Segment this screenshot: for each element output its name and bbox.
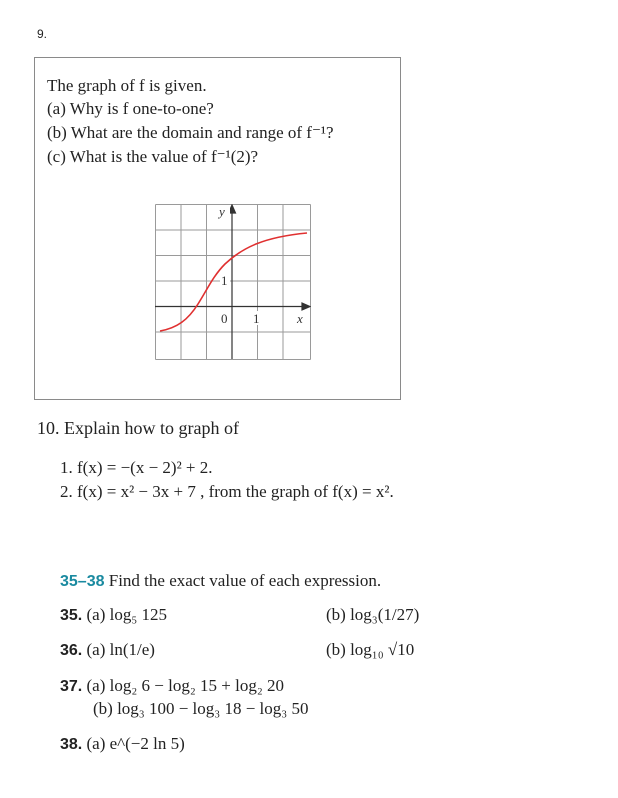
problem-38-a: (a) e^(−2 ln 5) bbox=[86, 734, 185, 753]
origin-label: 0 bbox=[221, 311, 228, 326]
y-tick-label: 1 bbox=[221, 273, 228, 288]
problem-35 bbox=[60, 605, 167, 625]
problem-37-b: (b) log₃ 100 − log₃ 18 − log₃ 50 bbox=[93, 699, 309, 718]
question-10-heading: 10. Explain how to graph of bbox=[37, 418, 239, 438]
problem-35-b: (b) log₃(1/27) bbox=[326, 605, 420, 624]
question-10-item-2: 2. f(x) = x² − 3x + 7 , from the graph of f(x) = x². bbox=[60, 482, 394, 501]
section-instruction: Find the exact value of each expression. bbox=[108, 571, 382, 590]
problem-box bbox=[34, 57, 401, 400]
section-range: 35–38 bbox=[60, 573, 105, 590]
x-axis-arrow-icon bbox=[302, 303, 310, 310]
problem-line-3: (b) What are the domain and range of f⁻¹? bbox=[47, 123, 334, 142]
problem-38-number: 38. bbox=[60, 736, 83, 753]
function-curve bbox=[160, 233, 307, 331]
problem-37-number: 37. bbox=[60, 678, 83, 695]
question-10-item-1: 1. f(x) = −(x − 2)² + 2. bbox=[60, 458, 213, 477]
problem-35-number: 35. bbox=[60, 607, 83, 624]
problem-line-1: The graph of f is given. bbox=[47, 76, 207, 95]
problem-35-a: (a) log₅ 125 bbox=[86, 605, 168, 624]
function-graph bbox=[155, 204, 311, 360]
problem-line-2: (a) Why is f one-to-one? bbox=[47, 99, 214, 118]
problem-36 bbox=[60, 640, 155, 660]
question-number: 9. bbox=[37, 27, 48, 41]
x-tick-label: 1 bbox=[253, 311, 260, 326]
problem-37 bbox=[60, 676, 284, 696]
problem-line-4: (c) What is the value of f⁻¹(2)? bbox=[47, 147, 259, 166]
y-axis-label: y bbox=[219, 204, 225, 219]
problem-36-number: 36. bbox=[60, 642, 83, 659]
problem-38 bbox=[60, 734, 185, 754]
problem-37-a: (a) log₂ 6 − log₂ 15 + log₂ 20 bbox=[86, 676, 284, 695]
x-axis-label: x bbox=[297, 311, 303, 326]
problem-36-b: (b) log₁₀ √10 bbox=[326, 640, 415, 659]
problem-36-a: (a) ln(1/e) bbox=[86, 640, 155, 659]
section-heading bbox=[60, 571, 381, 591]
